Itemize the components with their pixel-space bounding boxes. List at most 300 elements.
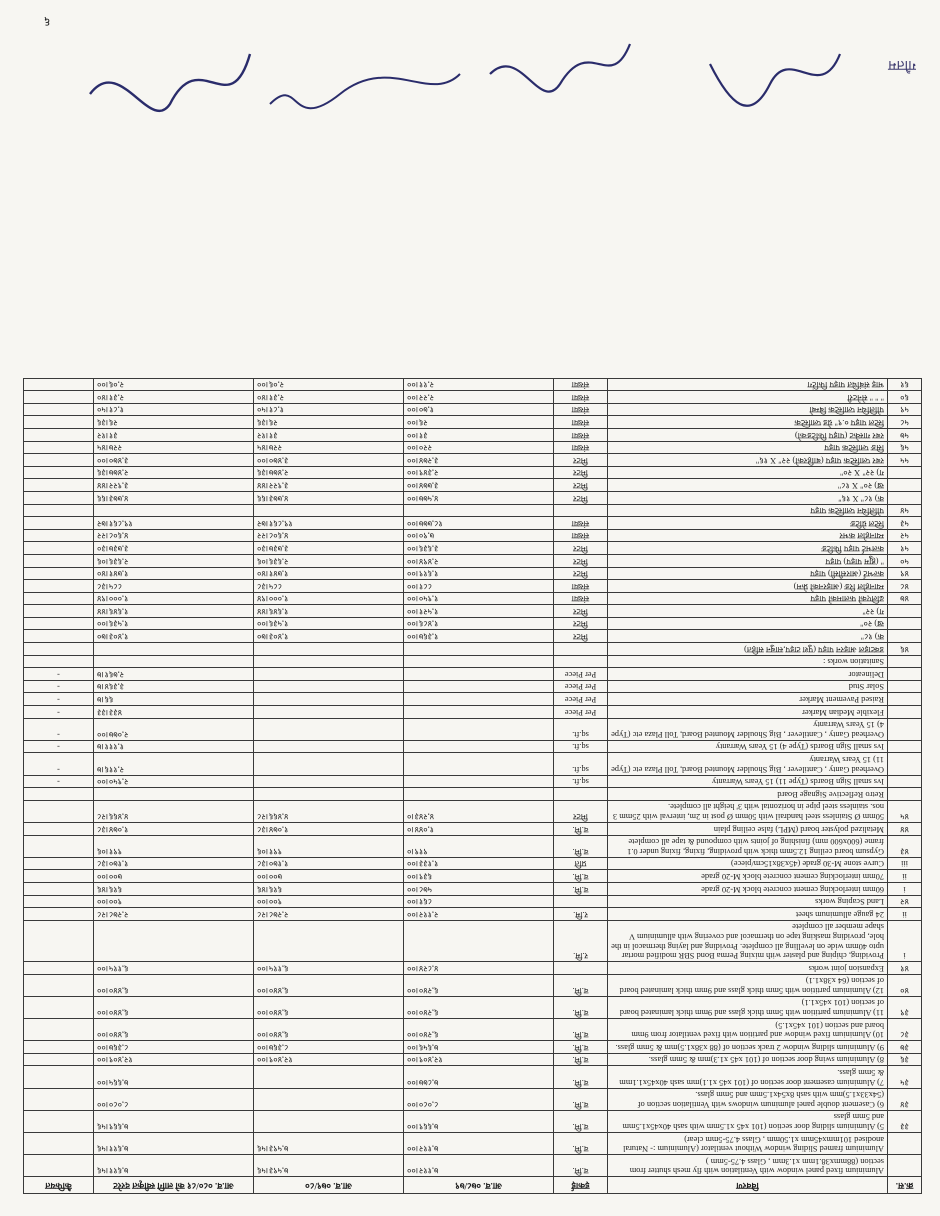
cell-unit: व.मि. (554, 1041, 608, 1054)
cell-rem (24, 920, 94, 961)
cell-no: ५५ (888, 454, 922, 467)
cell-r3: ४,६०८।२२ (94, 529, 254, 542)
cell-unit: संख्या (554, 592, 608, 605)
cell-r2 (254, 1066, 404, 1088)
cell-r2: ९९१।०६ (254, 835, 404, 857)
table-row (24, 1053, 922, 1066)
cell-no (888, 718, 922, 740)
table-row (24, 835, 922, 857)
table-row (24, 706, 922, 719)
table-row (24, 529, 922, 542)
table-row (24, 542, 922, 555)
cell-rem (24, 1041, 94, 1054)
cell-no: ३५ (888, 1066, 922, 1088)
cell-no (888, 753, 922, 775)
cell-unit: Per Piece (554, 706, 608, 719)
cell-rem (24, 643, 94, 656)
cell-rem (24, 378, 94, 391)
cell-rem (24, 592, 94, 605)
cell-unit: मिटर (554, 605, 608, 618)
cell-r1: ५७८।०० (404, 882, 554, 895)
table-row (24, 391, 922, 404)
cell-no (888, 775, 922, 788)
cell-desc: क) १८" (608, 630, 888, 643)
cell-rem (24, 454, 94, 467)
cell-r3: १,५३६।०० (94, 617, 254, 630)
cell-r1: १,९५०।०० (404, 592, 554, 605)
cell-r2: २,०६।०० (254, 378, 404, 391)
signature-4 (90, 54, 250, 111)
table-row (24, 680, 922, 693)
signature-1 (710, 54, 840, 106)
cell-r1: २२०।०० (404, 441, 554, 454)
cell-rem (24, 655, 94, 668)
table-row (24, 517, 922, 530)
cell-r2 (254, 740, 404, 753)
cell-rem: - (24, 718, 94, 740)
signature-2 (490, 44, 630, 92)
cell-r1: ६,२४०।०० (404, 1019, 554, 1041)
cell-no: ४९ (888, 567, 922, 580)
cell-no: i (888, 882, 922, 895)
cell-rem (24, 800, 94, 822)
cell-unit: संख्या (554, 416, 608, 429)
cell-desc: कल्भर्ट (आरसीसी) पाइप (608, 567, 888, 580)
cell-rem (24, 1155, 94, 1177)
cell-r1: १,६१९।०० (404, 567, 554, 580)
cell-desc: Land Scaping works (608, 895, 888, 908)
cell-r3: २,०६।०० (94, 378, 254, 391)
cell-r3: ७,६११।५६ (94, 1133, 254, 1155)
cell-r2: २,२७८।२८ (254, 908, 404, 921)
cell-r3 (94, 788, 254, 801)
cell-r3: ६,११५।०० (94, 962, 254, 975)
cell-r2: १,४०३।७० (254, 630, 404, 643)
cell-no (888, 693, 922, 706)
cell-r2: १९,८६१।७२ (254, 517, 404, 530)
cell-unit: sq.ft. (554, 718, 608, 740)
cell-desc: 8) Aluminium swing door section of (101 x45 x1.3)mm & 5mm glass. (608, 1053, 888, 1066)
cell-r1: २,३४९।०० (404, 466, 554, 479)
cell-no (888, 1133, 922, 1155)
cell-desc: 11) Aluminium partition with 5mm thick glass and 9mm thick laminated board of section (101 x45x1.1) (608, 996, 888, 1018)
cell-r3: १,४०३।७० (94, 630, 254, 643)
cell-r2: ८८५।३८ (254, 580, 404, 593)
cell-r1: १,७०।०० (404, 403, 554, 416)
cell-desc: Delineator (608, 668, 888, 681)
cell-r1: ३,६३६।०० (404, 542, 554, 555)
cell-desc: " " " सेनेटरी (608, 391, 888, 404)
cell-r1 (404, 788, 554, 801)
cell-rem (24, 882, 94, 895)
table-row (24, 655, 922, 668)
cell-r3: ६६।७ (94, 693, 254, 706)
cell-r3: ७००।०० (94, 870, 254, 883)
cell-r2: २,४७७।३६ (254, 466, 404, 479)
cell-no (888, 668, 922, 681)
cell-r3: १२,४०९।०० (94, 1053, 254, 1066)
cell-unit: व.मि. (554, 1155, 608, 1177)
cell-no: ५७ (888, 429, 922, 442)
table-row (24, 630, 922, 643)
cell-no (888, 605, 922, 618)
cell-r2 (254, 643, 404, 656)
cell-unit (554, 504, 608, 517)
cell-rem (24, 630, 94, 643)
signature-3 (270, 74, 460, 108)
cell-rem (24, 517, 94, 530)
cell-unit: संख्या (554, 403, 608, 416)
cell-rem: - (24, 706, 94, 719)
cell-r1: १,३६७।०० (404, 630, 554, 643)
cell-rem (24, 479, 94, 492)
cell-desc: 5) Aluminium sliding door section (101 x45 x1.5mm with sash 40x45x1.5mm and 5mm glass (608, 1110, 888, 1132)
cell-no (888, 491, 922, 504)
table-row (24, 617, 922, 630)
table-row (24, 823, 922, 836)
cell-r1: ३,२७४।०० (404, 454, 554, 467)
cell-desc: पोलिथिन प्लास्टिक पाइप (608, 504, 888, 517)
cell-unit: मिटर (554, 554, 608, 567)
cell-desc: Gypsum board ceiling 12.5mm thick with providing, fixing, fixing under 0.1 frame (600x600 mm) finishing of joints with compound & tape all complete (608, 835, 888, 857)
cell-rem (24, 391, 94, 404)
cell-desc: Overhead Ganty , Cantilever , Big Shoulder Mounted Board, Toll Plaza etc (Type 11) 15 Years Warranty (608, 753, 888, 775)
cell-r1: २६।०० (404, 416, 554, 429)
cell-r3: २,४७७।३६ (94, 466, 254, 479)
cell-r3: ६,४४०।०० (94, 996, 254, 1018)
cell-desc: Curve stone M-30 grade (45x38x15cm/piece) (608, 857, 888, 870)
cell-rem (24, 580, 94, 593)
cell-unit: संख्या (554, 529, 608, 542)
cell-r3 (94, 643, 254, 656)
cell-rem (24, 974, 94, 996)
cell-desc: स्टिल ग्रेटिङ (608, 517, 888, 530)
cell-r3: १,०७४।३८ (94, 823, 254, 836)
cell-desc: Retro Reflective Signage Board (608, 788, 888, 801)
cell-desc: Aluminium framed Sliding window Without ventilator (Aluminium :- Natural anodised 101mmx45mm x1.50mm , Glass 4.75-5mm clear) (608, 1133, 888, 1155)
cell-rem: - (24, 680, 94, 693)
cell-r3 (94, 655, 254, 668)
table-row (24, 1110, 922, 1132)
cell-unit (554, 895, 608, 908)
table-row (24, 908, 922, 921)
cell-unit: व.मि. (554, 835, 608, 857)
cell-r2 (254, 655, 404, 668)
table-row (24, 693, 922, 706)
table-row (24, 454, 922, 467)
col-rate-080-81: आ.व. ०८०/८१ को लागि स्वीकृत दररेट (94, 1177, 254, 1194)
cell-rem (24, 857, 94, 870)
cell-rem (24, 529, 94, 542)
cell-desc: 10) Aluminium fixed window and partition with fixed ventilator from 9mm board and section (101 x45x1.5) (608, 1019, 888, 1041)
cell-no: ii (888, 870, 922, 883)
table-row (24, 567, 922, 580)
cell-unit: व.मि. (554, 1088, 608, 1110)
table-row (24, 1133, 922, 1155)
cell-no (888, 740, 922, 753)
cell-desc: Metalized polyster board (MPL) false ceiling plain (608, 823, 888, 836)
cell-r2: ३,९२२।४४ (254, 479, 404, 492)
cell-no (888, 479, 922, 492)
cell-no: ४५ (888, 800, 922, 822)
cell-rem (24, 835, 94, 857)
cell-unit: मिटर (554, 542, 608, 555)
cell-r2: ६,११५।०० (254, 962, 404, 975)
cell-r1: ७,६५६।०० (404, 1041, 554, 1054)
cell-desc: Ivs small Sign Boards (Type 4) 15 Years Warranty (608, 740, 888, 753)
table-row (24, 974, 922, 996)
cell-r3: ८८५।३८ (94, 580, 254, 593)
cell-rem (24, 416, 94, 429)
page-number: ६ (44, 15, 51, 29)
table-row (24, 441, 922, 454)
cell-r1: ४,८२४।०० (404, 962, 554, 975)
cell-no: ५४ (888, 504, 922, 517)
cell-no (888, 466, 922, 479)
cell-no: ४८ (888, 580, 922, 593)
cell-r2 (254, 668, 404, 681)
cell-no: ५६ (888, 441, 922, 454)
table-row (24, 740, 922, 753)
cell-r3: २,११६।७ (94, 753, 254, 775)
table-row (24, 504, 922, 517)
cell-rem (24, 870, 94, 883)
cell-desc: 60mm interlocking cement concrete block M-20 grade (608, 882, 888, 895)
official-stamp: गौतम (888, 58, 916, 74)
cell-rem (24, 1066, 94, 1088)
cell-desc: 70mm interlocking cement concrete block M-20 grade (608, 870, 888, 883)
cell-r1 (404, 643, 554, 656)
table-row (24, 479, 922, 492)
cell-r3: ९००।०० (94, 895, 254, 908)
cell-r2: १,७४१।४० (254, 567, 404, 580)
cell-unit: Per Piece (554, 693, 608, 706)
table-row (24, 895, 922, 908)
cell-no: ३८ (888, 1019, 922, 1041)
cell-unit: व.मि. (554, 1053, 608, 1066)
cell-r1 (404, 668, 554, 681)
cell-rem (24, 1019, 94, 1041)
cell-rem (24, 466, 94, 479)
cell-unit: sq.ft. (554, 775, 608, 788)
col-rate-078-79: आ.व. ०७८/७९ (404, 1177, 554, 1194)
cell-r2: ४,४६६।२८ (254, 800, 404, 822)
table-header-row (24, 1177, 922, 1194)
cell-desc: स्टिल पाइप ०.९" ग्रेड प्लास्टिक (608, 416, 888, 429)
cell-r1 (404, 740, 554, 753)
cell-no: ii (888, 908, 922, 921)
cell-r2 (254, 718, 404, 740)
cell-r2: ७,५९३।५६ (254, 1133, 404, 1155)
cell-desc: 9) Aluminium sliding window 2 track section of (88 x38x1.5)mm & 5mm glass. (608, 1041, 888, 1054)
table-row (24, 1088, 922, 1110)
cell-r2: १२,४०९।०० (254, 1053, 404, 1066)
cell-no: ४७ (888, 592, 922, 605)
cell-no: ६१ (888, 378, 922, 391)
cell-unit: संख्या (554, 441, 608, 454)
cell-unit: sq.ft. (554, 753, 608, 775)
cell-r3: १९,८६१।७२ (94, 517, 254, 530)
cell-no: ३६ (888, 1053, 922, 1066)
cell-r1: ६,२४०।०० (404, 974, 554, 996)
cell-rem (24, 567, 94, 580)
cell-r1: ७,११२।०० (404, 1133, 554, 1155)
cell-r2 (254, 1088, 404, 1110)
cell-r3: ३,४७०।०० (94, 454, 254, 467)
cell-r3: ३,७३७।३० (94, 542, 254, 555)
cell-r2: ७००।०० (254, 870, 404, 883)
cell-no: ४१ (888, 962, 922, 975)
cell-desc: 6) Casement double panel aluminum windows with Ventilation section of (54x33x1.5)mm with sash 8x54x1.5mm and 5mm glass. (608, 1088, 888, 1110)
cell-rem (24, 542, 94, 555)
cell-no: ५२ (888, 529, 922, 542)
cell-r2: १,०७४।३८ (254, 823, 404, 836)
cell-r2: २,६३६।०६ (254, 554, 404, 567)
cell-r1: ८,०८०।०० (404, 1088, 554, 1110)
cell-rem (24, 1053, 94, 1066)
cell-unit: व.मि. (554, 1019, 608, 1041)
cell-r1: ९१९।० (404, 835, 554, 857)
table-row (24, 882, 922, 895)
cell-unit: व.मि. (554, 870, 608, 883)
cell-r3: १,६४६।४४ (94, 605, 254, 618)
cell-unit (554, 962, 608, 975)
cell-unit: मिटर (554, 454, 608, 467)
cell-unit: मिटर (554, 479, 608, 492)
cell-desc: " (ह्युम पाइप) पाइप (608, 554, 888, 567)
cell-r3: १,७४१।४० (94, 567, 254, 580)
cell-desc: कलभर्ट पाइप फिटिङ (608, 542, 888, 555)
col-serial: क्र.स. (888, 1177, 922, 1194)
cell-unit: मिटर (554, 491, 608, 504)
cell-desc: Flexible Median Marker (608, 706, 888, 719)
cell-unit: Per Piece (554, 680, 608, 693)
cell-r3: ६,४४०।०० (94, 1019, 254, 1041)
cell-r3 (94, 920, 254, 961)
table-row (24, 491, 922, 504)
table-row (24, 718, 922, 740)
cell-rem (24, 554, 94, 567)
cell-r2: ८,३६७।०० (254, 1041, 404, 1054)
cell-r2 (254, 693, 404, 706)
cell-desc: Expansion joint works (608, 962, 888, 975)
cell-unit: Per Piece (554, 668, 608, 681)
cell-no (888, 680, 922, 693)
cell-r3: ७,६११।५६ (94, 1155, 254, 1177)
cell-no: ५९ (888, 403, 922, 416)
cell-r2: ३,४७०।०० (254, 454, 404, 467)
cell-unit: संख्या (554, 517, 608, 530)
cell-r2: ४,६०८।२२ (254, 529, 404, 542)
table-row (24, 857, 922, 870)
cell-r2: १,६४६।४४ (254, 605, 404, 618)
cell-r3: ७,६६९।५६ (94, 1110, 254, 1132)
cell-r2: ६,४४०।०० (254, 996, 404, 1018)
table-row (24, 466, 922, 479)
cell-r1 (404, 718, 554, 740)
table-row (24, 668, 922, 681)
cell-no: ३७ (888, 1041, 922, 1054)
cell-unit: मिटर (554, 617, 608, 630)
cell-r2: १,५३६।०० (254, 617, 404, 630)
cell-no: ४६ (888, 643, 922, 656)
table-row (24, 580, 922, 593)
cell-r3: ९९१।०६ (94, 835, 254, 857)
cell-r2 (254, 788, 404, 801)
cell-rem (24, 491, 94, 504)
cell-r1 (404, 504, 554, 517)
cell-no: ४० (888, 974, 922, 996)
cell-rem (24, 962, 94, 975)
cell-r3: ४३३।३३ (94, 706, 254, 719)
cell-unit: संख्या (554, 378, 608, 391)
cell-r1 (404, 775, 554, 788)
cell-r1: ७,९०।०० (404, 529, 554, 542)
cell-r2 (254, 680, 404, 693)
cell-no (888, 655, 922, 668)
cell-r2: ६१६।४६ (254, 882, 404, 895)
cell-desc: Sanitation works : (608, 655, 888, 668)
cell-r2: २६।३६ (254, 416, 404, 429)
cell-no: i (888, 920, 922, 961)
cell-unit: व.मि. (554, 823, 608, 836)
cell-unit: व.मि. (554, 882, 608, 895)
cell-rem (24, 908, 94, 921)
table-row (24, 996, 922, 1018)
cell-r1 (404, 753, 554, 775)
cell-rem (24, 403, 94, 416)
cell-r2: २२७।४५ (254, 441, 404, 454)
cell-r1: २,२२।०० (404, 391, 554, 404)
table-row (24, 920, 922, 961)
cell-desc: Ivs small Sign Boards (Type 11) 15 Years Warranty (608, 775, 888, 788)
cell-unit (554, 788, 608, 801)
cell-r1: १,४८६।०० (404, 617, 554, 630)
cell-r2: ३१।१२ (254, 429, 404, 442)
cell-desc: भाइ संबंधित पाइप फिटिंग (608, 378, 888, 391)
cell-desc: ग) २२" (608, 605, 888, 618)
table-row (24, 1066, 922, 1088)
cell-unit: प्रति (554, 857, 608, 870)
table-row (24, 605, 922, 618)
cell-desc: Raised Pavement Marker (608, 693, 888, 706)
cell-r2: ७,५९३।५६ (254, 1155, 404, 1177)
cell-no: ५८ (888, 416, 922, 429)
cell-r1: ७,६६९।०० (404, 1110, 554, 1132)
cell-r1: ८६१।०० (404, 895, 554, 908)
cell-r3: २,३१।४० (94, 391, 254, 404)
cell-no (888, 630, 922, 643)
cell-r3: १,८१।५० (94, 403, 254, 416)
cell-r3: २,७६१।७ (94, 668, 254, 681)
cell-r2 (254, 1110, 404, 1132)
cell-r3: ८,०८०।०० (94, 1088, 254, 1110)
cell-rem: - (24, 693, 94, 706)
cell-r3: ३१।१२ (94, 429, 254, 442)
table-row (24, 643, 922, 656)
cell-rem (24, 605, 94, 618)
cell-r1: १,५२१।०० (404, 605, 554, 618)
cell-rem (24, 1088, 94, 1110)
cell-r2: ६,४४०।०० (254, 1019, 404, 1041)
cell-desc: म्यानहोल रिङ (आइरनको फ्रेम) (608, 580, 888, 593)
cell-no: ३३ (888, 1110, 922, 1132)
cell-r3: ६१६।४६ (94, 882, 254, 895)
cell-desc: 7) Aluminium casement door section of (101 x45 x1.1)mm sash 40x45x1.1mm & 5mm glass. (608, 1066, 888, 1088)
cell-no: ५० (888, 554, 922, 567)
signatures (20, 14, 860, 164)
cell-r1: २,११२।०० (404, 908, 554, 921)
